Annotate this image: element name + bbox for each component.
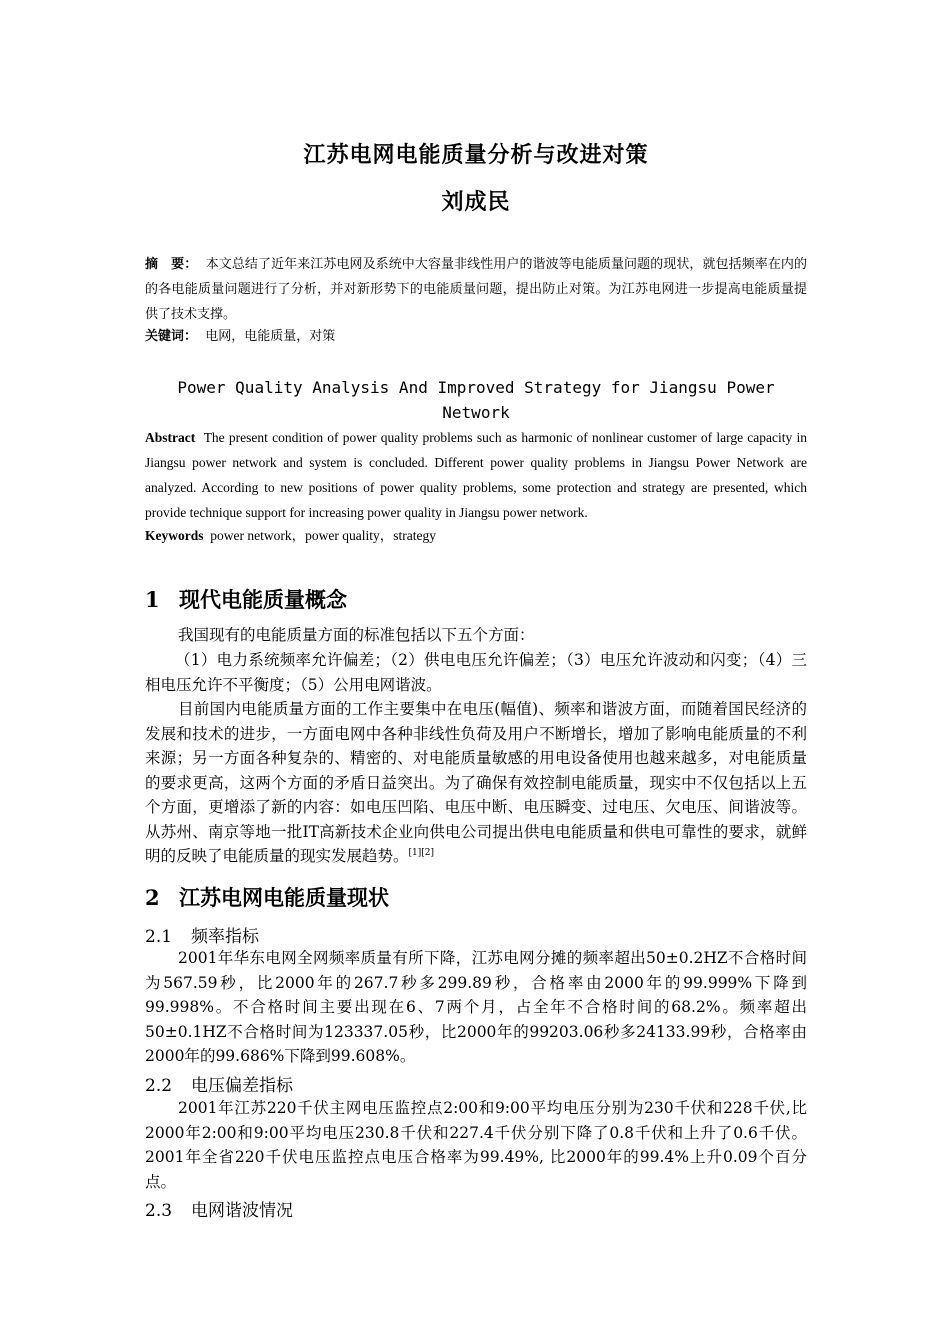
keywords-cn-text: 电网，电能质量，对策 [205, 329, 336, 344]
subsection-2-1-heading [145, 922, 259, 947]
citation-ref: [1][2] [408, 847, 435, 858]
keywords-en-text: power network，power quality，strategy [210, 528, 436, 543]
abstract-cn-label: 摘 要： [145, 257, 198, 272]
subsection-2-1-title: 频率指标 [191, 927, 259, 947]
abstract-cn-text: 本文总结了近年来江苏电网及系统中大容量非线性用户的谐波等电能质量问题的现状，就包括频率在内的的各电能质量问题进行了分析，并对新形势下的电能质量问题，提出防止对策。为江苏电网进一步提高电能质量提供了技术支撑。 [145, 257, 807, 322]
subsection-2-3-number: 2.3 [145, 1201, 173, 1221]
section-1-title: 现代电能质量概念 [179, 587, 347, 612]
abstract-en [145, 425, 807, 525]
section-1-paragraph-1: 我国现有的电能质量方面的标准包括以下五个方面： [178, 626, 535, 644]
abstract-en-text: The present condition of power quality problems such as harmonic of nonlinear customer of large capacity in Jiangsu power network and system is concluded. Different power quality problems in Jiangsu Power Network are analyzed. According to new positions of power quality problems, some protection and strategy are presented, which provide technique support for increasing power quality in Jiangsu power network. [145, 430, 807, 520]
section-1-heading [145, 584, 347, 614]
keywords-cn-label: 关键词： [145, 329, 198, 344]
abstract-en-label: Abstract [145, 430, 196, 445]
abstract-cn [145, 252, 807, 327]
english-title: Power Quality Analysis And Improved Strategy for Jiangsu Power Network [177, 378, 775, 422]
section-1-paragraph-3-text: 目前国内电能质量方面的工作主要集中在电压(幅值)、频率和谐波方面，而随着国民经济的发展和技术的进步，一方面电网中各种非线性负荷及用户不断增长，增加了影响电能质量的不利来源；另一方面各种复杂的、精密的、对电能质量敏感的用电设备使用也越来越多，对电能质量的要求更高，这两个方面的矛盾日益突出。为了确保有效控制电能质量，现实中不仅包括以上五个方面，更增添了新的内容：如电压凹陷、电压中断、电压瞬变、过电压、欠电压、间谐波等。从苏州、南京等地一批IT高新技术企业向供电公司提出供电电能质量和供电可靠性的要求，就鲜明的反映了电能质量的现实发展趋势。 [145, 700, 807, 865]
subsection-2-2-title: 电压偏差指标 [191, 1076, 293, 1096]
keywords-cn [145, 327, 807, 347]
keywords-en-label: Keywords [145, 528, 204, 543]
section-2-title: 江苏电网电能质量现状 [179, 885, 389, 910]
subsection-2-1-number: 2.1 [145, 927, 173, 947]
paper-title: 江苏电网电能质量分析与改进对策 [303, 142, 649, 168]
subsection-2-2-number: 2.2 [145, 1076, 173, 1096]
subsection-2-1-paragraph: 2001年华东电网全网频率质量有所下降，江苏电网分摊的频率超出50±0.2HZ不合格时间为567.59秒，比2000年的267.7秒多299.89秒，合格率由2000年的99.999%下降到99.998%。不合格时间主要出现在6、7两个月，占全年不合格时间的68.2%。频率超出50±0.1HZ不合格时间为123337.05秒，比2000年的99203.06秒多24133.99秒，合格率由2000年的99.686%下降到99.608%。 [145, 949, 807, 1065]
subsection-2-2-heading [145, 1071, 293, 1096]
subsection-2-3-heading [145, 1196, 293, 1221]
subsection-2-2-paragraph: 2001年江苏220千伏主网电压监控点2:00和9:00平均电压分别为230千伏和228千伏,比2000年2:00和9:00平均电压230.8千伏和227.4千伏分别下降了0.8千伏和上升了0.6千伏。2001年全省220千伏电压监控点电压合格率为99.49%, 比2000年的99.4%上升0.09个百分点。 [145, 1099, 807, 1191]
section-2-heading [145, 882, 389, 912]
section-2-number: 2 [145, 885, 160, 910]
keywords-en [145, 525, 807, 547]
section-1-number: 1 [145, 587, 160, 612]
subsection-2-3-title: 电网谐波情况 [191, 1201, 293, 1221]
section-1-paragraph-2: （1）电力系统频率允许偏差；（2）供电电压允许偏差；（3）电压允许波动和闪变；（4）三相电压允许不平衡度；（5）公用电网谐波。 [145, 651, 807, 694]
section-1-paragraph-3 [145, 697, 807, 869]
author-name: 刘成民 [441, 189, 511, 215]
